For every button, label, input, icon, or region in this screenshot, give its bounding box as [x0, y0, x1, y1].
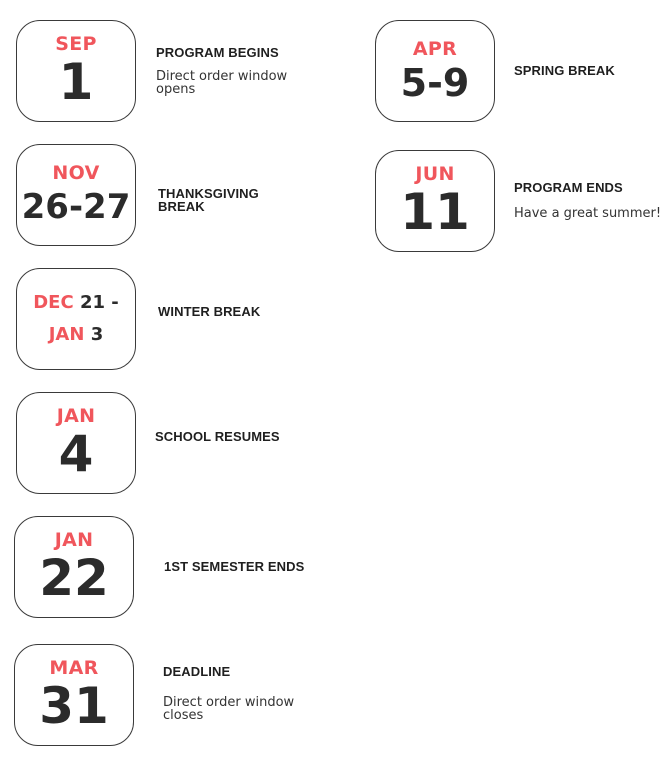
event-description: Have a great summer!: [514, 206, 662, 221]
date-month: JUN: [415, 163, 455, 185]
date-day: 11: [400, 183, 470, 241]
event-description: Direct order window closes: [163, 695, 295, 723]
event-title: SCHOOL RESUMES: [155, 429, 280, 444]
date-card-jan-22: [14, 516, 134, 618]
date-card-dec-21-jan-3: [16, 268, 136, 370]
date-month: JAN: [48, 324, 85, 345]
date-day: 5-9: [400, 61, 470, 105]
date-day: 21 -: [79, 292, 119, 313]
date-month: DEC: [33, 292, 74, 313]
date-card-nov-26-27: [16, 144, 136, 246]
date-day: 26-27: [21, 187, 131, 227]
date-range-start: [33, 287, 119, 319]
date-month: SEP: [55, 33, 97, 55]
date-card-jan-4: [16, 392, 136, 494]
date-month: MAR: [49, 657, 99, 679]
date-day: 1: [58, 53, 94, 111]
date-month: APR: [412, 38, 458, 60]
date-month: JAN: [56, 405, 96, 427]
date-card-mar-31: [14, 644, 134, 746]
event-title: PROGRAM ENDS: [514, 180, 623, 195]
event-title: PROGRAM BEGINS: [156, 45, 279, 60]
date-card-jun-11: [375, 150, 495, 252]
event-title: THANKSGIVING BREAK: [158, 186, 259, 214]
date-day: 22: [39, 549, 109, 607]
date-day: 31: [39, 677, 109, 735]
date-card-sep-1: [16, 20, 136, 122]
event-title: DEADLINE: [163, 664, 231, 679]
event-description: Direct order window opens: [156, 69, 288, 97]
date-day: 4: [58, 425, 94, 483]
date-month: NOV: [52, 162, 100, 184]
date-day: 3: [90, 324, 104, 345]
date-range-end: [49, 319, 104, 351]
event-title: SPRING BREAK: [514, 63, 615, 78]
event-title: WINTER BREAK: [158, 304, 261, 319]
date-card-apr-5-9: [375, 20, 495, 122]
date-month: JAN: [54, 529, 94, 551]
event-title: 1ST SEMESTER ENDS: [164, 559, 305, 574]
